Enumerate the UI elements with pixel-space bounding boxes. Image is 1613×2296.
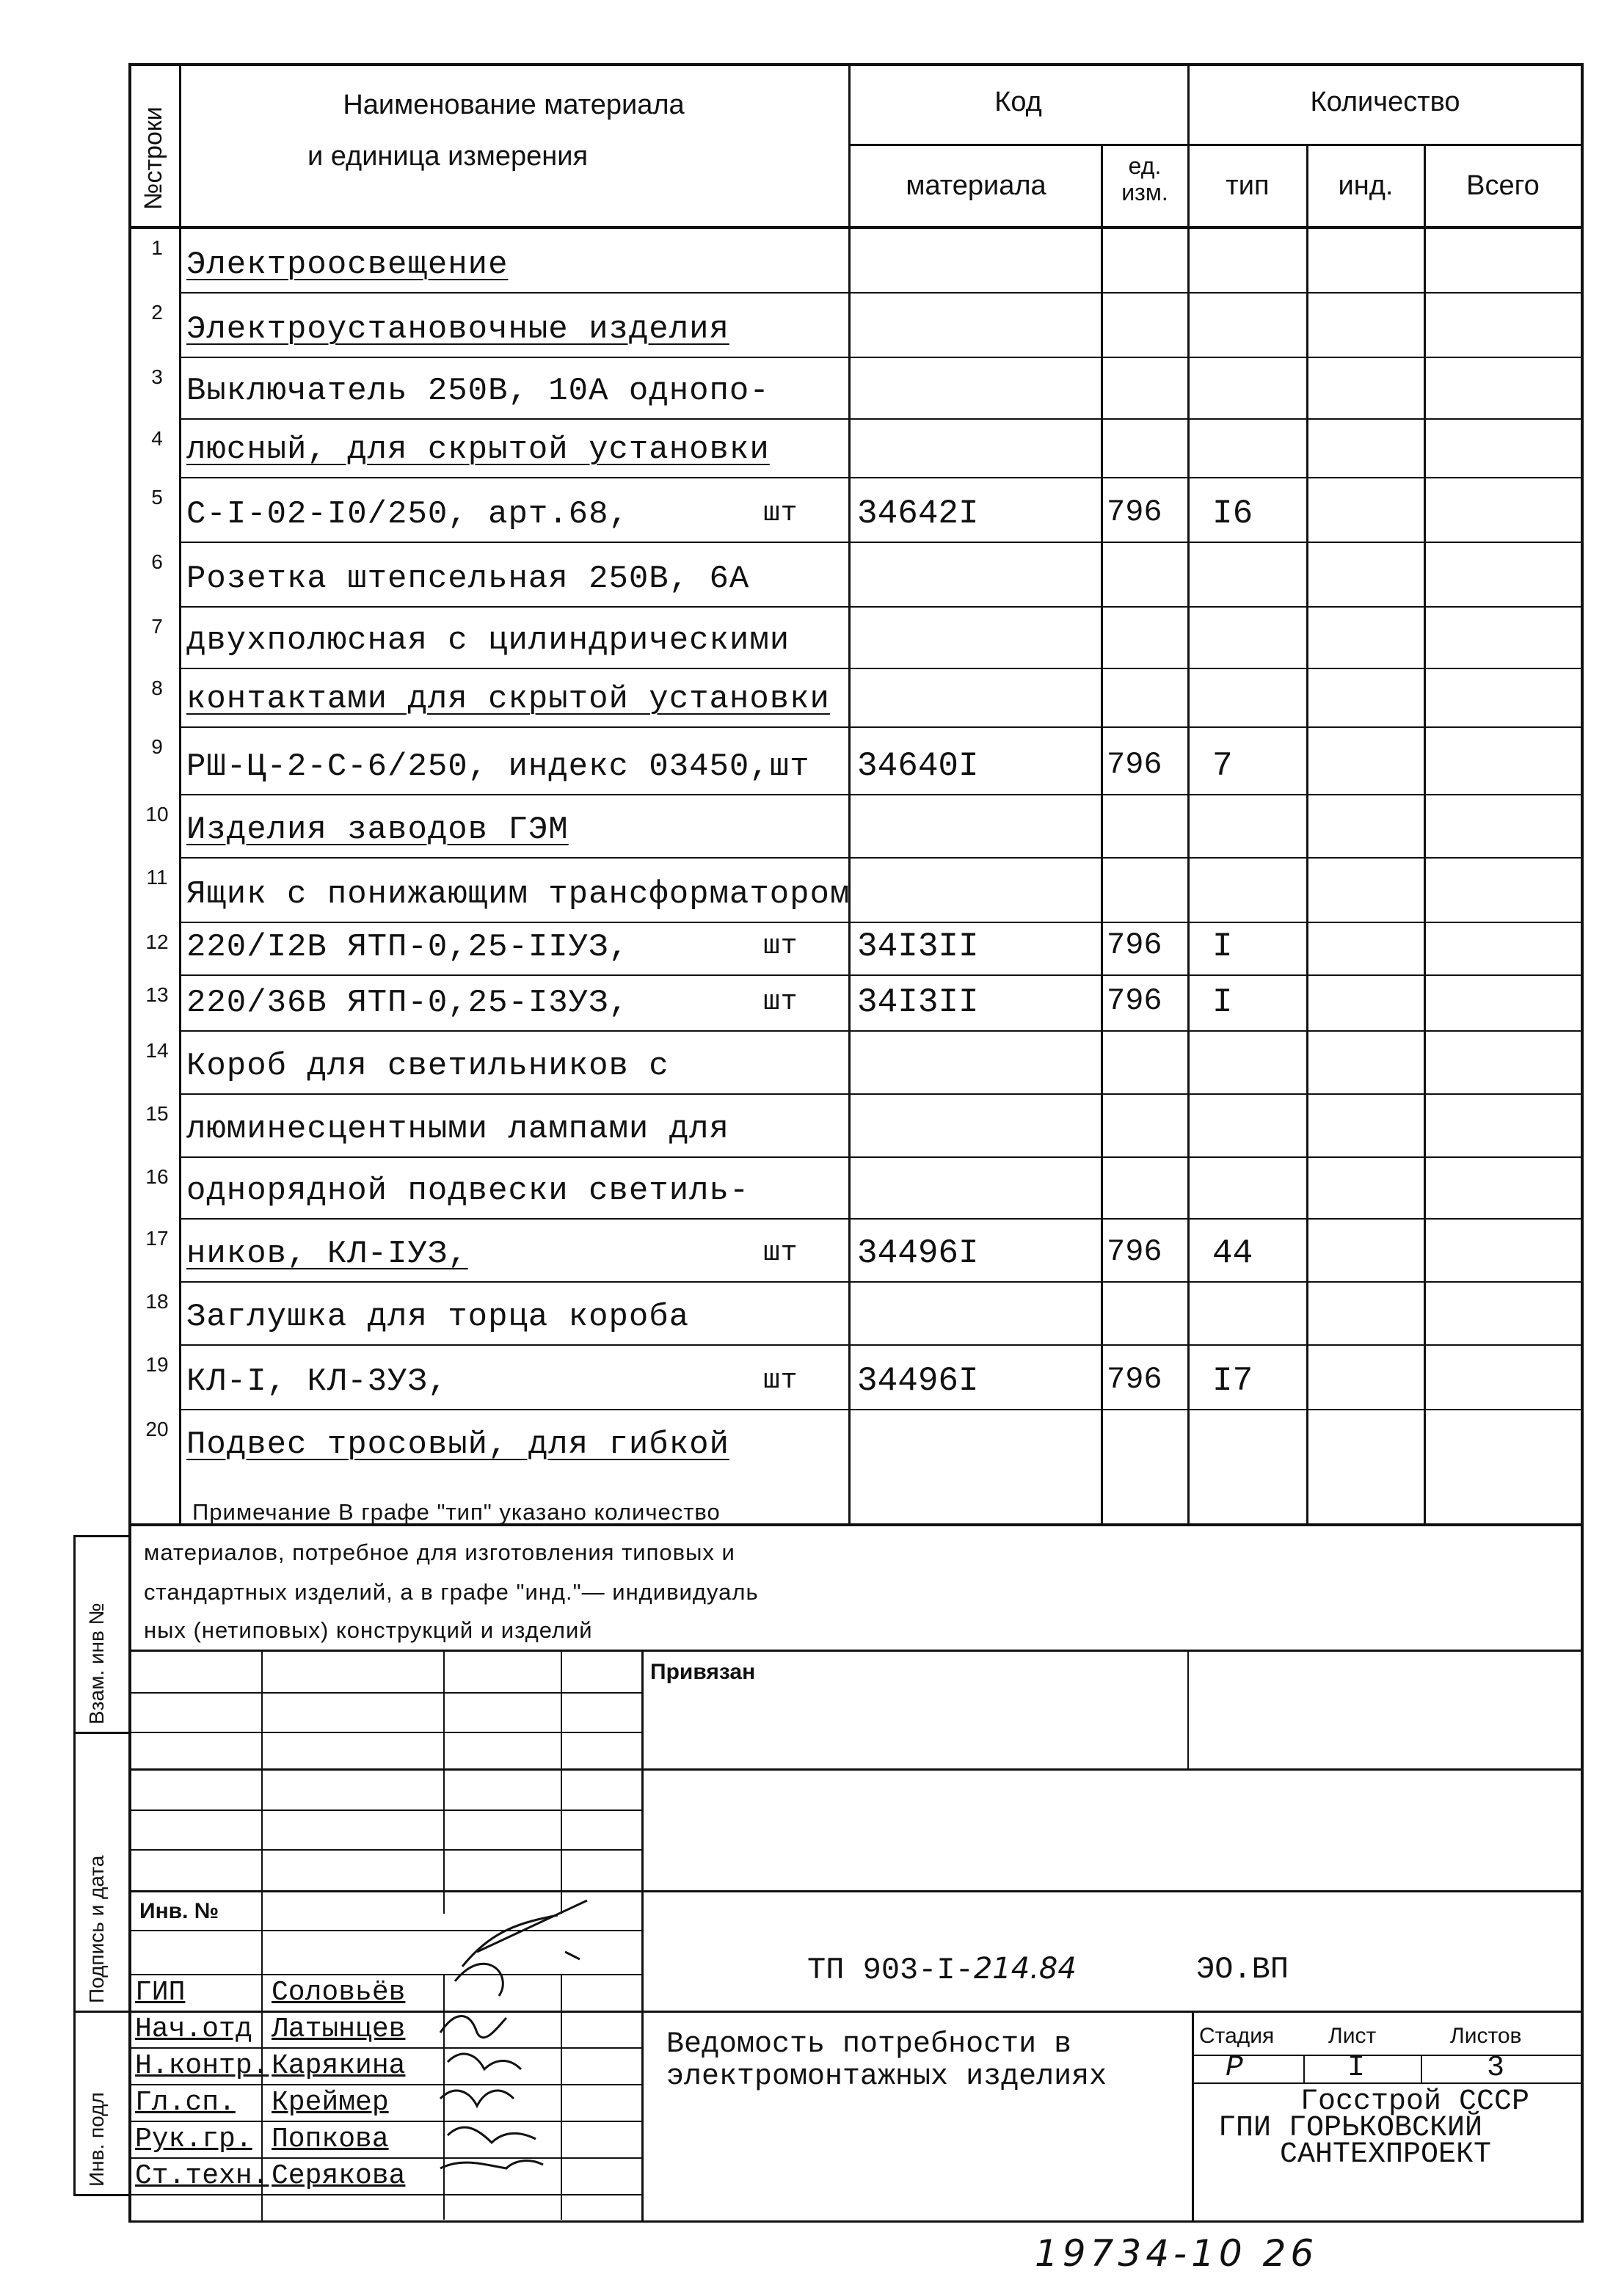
row-divider [179,357,1582,358]
staff-name: Карякина [272,2050,406,2082]
stage-value: Р [1226,2052,1244,2085]
row-number: 6 [151,550,163,573]
row-divider [179,1218,1582,1220]
row-number: 14 [145,1039,169,1062]
row-divider [179,1093,1582,1095]
row-unit-sht: шт [763,930,798,962]
row-divider [179,922,1582,923]
code-header: Код [994,87,1042,117]
staff-name: Латынцев [272,2013,406,2045]
org-line3: САНТЕХПРОЕКТ [1280,2138,1492,2171]
row-unit-sht: шт [763,1365,798,1396]
row-number: 5 [151,486,163,509]
row-name: Короб для светильников с [186,1048,669,1085]
staff-name: Креймер [272,2087,389,2118]
row-type: I6 [1212,495,1253,533]
row-unit: 796 [1107,1234,1162,1269]
row-divider [179,1409,1582,1410]
row-name: двухполюсная с цилиндрическими [186,622,790,659]
material-header: материала [906,170,1046,201]
row-number: 11 [146,866,168,889]
side-label-inv: Инв. подл [85,2092,108,2187]
side-label-vzam: Взам. инв № [85,1603,108,1724]
staff-name: Соловьёв [272,1977,406,2008]
row-name: Подвес тросовый, для гибкой [186,1426,729,1463]
row-type: I7 [1212,1362,1253,1400]
row-divider [179,1156,1582,1158]
row-name: Ящик с понижающим трансформатором [186,876,851,913]
row-divider [179,1030,1582,1032]
sheet-label: Лист [1328,2024,1377,2048]
row-divider [179,542,1582,543]
org-line1: Госстрой СССР [1300,2085,1530,2118]
row-type: 7 [1212,747,1233,785]
row-divider [179,974,1582,976]
doc-code: ТП 903-I-214.84 [807,1952,1077,1988]
staff-name: Серякова [272,2160,406,2192]
row-number: 18 [145,1290,169,1313]
stage-label: Стадия [1199,2024,1275,2048]
row-number: 12 [145,930,169,953]
signatures-graphic [433,1886,624,2194]
row-name: Выключатель 250В, 10А однопо- [186,373,770,409]
staff-role: ГИП [135,1977,186,2008]
row-name: 220/36В ЯТП-0,25-I3УЗ, [186,985,629,1021]
row-unit-sht: шт [763,1237,798,1269]
row-number-header: №строки [139,106,167,210]
staff-name: Попкова [272,2124,389,2155]
row-number: 1 [151,236,163,259]
row-name: КЛ-I, КЛ-3УЗ, [186,1363,448,1400]
row-code: 34496I [857,1362,979,1400]
sheets-value: 3 [1487,2052,1505,2085]
note-line2: материалов, потребное для изготовления типовых и [144,1539,735,1565]
row-name: Электроосвещение [186,247,509,283]
row-type: I [1212,927,1233,966]
side-label-podpis: Подпись и дата [85,1855,108,2003]
row-divider [179,668,1582,669]
row-unit: 796 [1107,1362,1162,1397]
row-unit-sht: шт [763,986,798,1018]
doc-mark: ЭО.ВП [1196,1952,1289,1987]
row-number: 13 [145,983,169,1006]
row-unit-sht: шт [763,498,798,529]
row-name: однорядной подвески светиль- [186,1173,750,1209]
row-divider [179,477,1582,478]
org-line2: ГПИ ГОРЬКОВСКИЙ [1218,2112,1483,2145]
row-unit: 796 [1107,747,1162,782]
staff-role: Рук.гр. [135,2124,252,2155]
row-unit: 796 [1107,495,1162,530]
type-header: тип [1226,170,1270,201]
sheets-label: Листов [1450,2024,1522,2048]
staff-role: Гл.сп. [135,2087,236,2118]
row-name: Заглушка для торца короба [186,1299,690,1335]
staff-role: Ст.техн. [135,2160,269,2192]
row-name: Изделия заводов ГЭМ [186,812,569,848]
row-name: люминесцентными лампами для [186,1111,729,1148]
row-name: ников, КЛ-IУЗ, [186,1236,468,1272]
row-divider [179,726,1582,728]
inv-no-label: Инв. № [139,1899,219,1923]
row-number: 16 [145,1165,169,1188]
name-header-line1: Наименование материала [343,90,685,120]
row-number: 4 [151,427,163,450]
row-code: 34I3II [857,983,979,1021]
row-code: 34640I [857,747,979,785]
row-number: 2 [151,301,163,324]
unit-header: ед. изм. [1121,153,1168,205]
row-divider [179,418,1582,420]
note-line3: стандартных изделий, а в графе "инд."— индивидуаль [144,1579,759,1605]
sheet-value: I [1347,2052,1366,2085]
note-line1: Примечание В графе "тип" указано количество [192,1499,721,1525]
row-code: 34496I [857,1234,979,1272]
row-number: 20 [145,1418,169,1440]
row-name: С-I-02-I0/250, арт.68, [186,496,629,533]
row-name: люсный, для скрытой установки [186,431,770,468]
row-number: 9 [151,735,163,758]
row-divider [179,1344,1582,1346]
staff-role: Н.контр. [135,2050,269,2082]
total-header: Всего [1466,170,1540,201]
staff-role: Нач.отд [135,2013,252,2045]
row-number: 8 [151,677,163,699]
row-divider [179,292,1582,294]
name-header-line2: и единица измерения [307,141,589,172]
row-divider [179,1281,1582,1283]
row-divider [179,857,1582,859]
quantity-header: Количество [1310,87,1460,117]
row-number: 10 [145,803,169,826]
row-number: 7 [151,615,163,638]
row-code: 34I3II [857,927,979,966]
row-number: 15 [145,1102,169,1125]
privyazan-label: Привязан [650,1660,756,1684]
row-type: I [1212,983,1233,1021]
row-number: 17 [145,1227,169,1250]
row-divider [179,794,1582,795]
ind-header: инд. [1338,170,1394,201]
row-type: 44 [1212,1234,1253,1272]
row-name: контактами для скрытой установки [186,681,830,718]
row-number: 3 [151,365,163,388]
row-unit: 796 [1107,927,1162,963]
row-unit: 796 [1107,983,1162,1018]
row-number: 19 [145,1353,169,1376]
note-line4: ных (нетиповых) конструкций и изделий [144,1617,593,1643]
row-name: РШ-Ц-2-С-6/250, индекс 03450,шт [186,748,810,785]
archive-number: 19734-10 26 [1035,2232,1319,2275]
row-code: 34642I [857,495,979,533]
row-name: Электроустановочные изделия [186,311,729,348]
row-name: Розетка штепсельная 250В, 6А [186,561,750,597]
doc-title-line1: Ведомость потребности в [666,2028,1072,2061]
row-name: 220/I2В ЯТП-0,25-IIУЗ, [186,929,629,966]
doc-title-line2: электромонтажных изделиях [666,2060,1107,2093]
row-divider [179,606,1582,608]
